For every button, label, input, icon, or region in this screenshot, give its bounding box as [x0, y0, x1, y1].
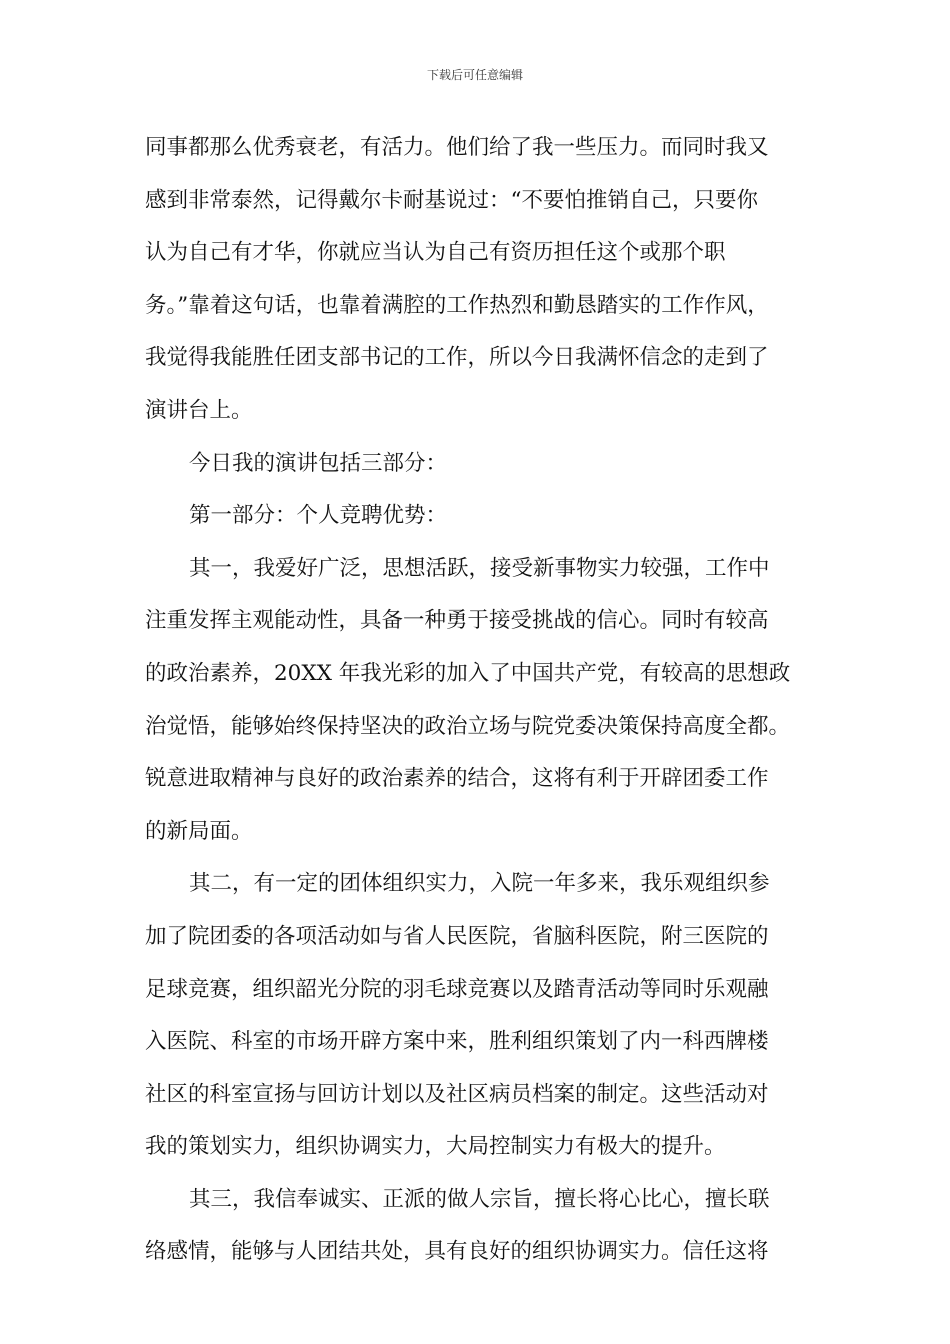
text-line: 入医院、科室的市场开辟方案中来，胜利组织策划了内一科西牌楼 [145, 1029, 769, 1055]
text-line: 我的策划实力，组织协调实力，大局控制实力有极大的提升。 [145, 1134, 726, 1160]
text-line: 我觉得我能胜任团支部书记的工作，所以今日我满怀信念的走到了 [145, 345, 769, 371]
text-line: 其三，我信奉诚实、正派的做人宗旨，擅长将心比心，擅长联 [189, 1186, 770, 1212]
text-line: 加了院团委的各项活动如与省人民医院，省脑科医院，附三医院的 [145, 923, 769, 949]
text-line: 治觉悟，能够始终保持坚决的政治立场与院党委决策保持高度全都。 [145, 713, 791, 739]
text-line: 的政治素养，20XX 年我光彩的加入了中国共产党，有较高的思想政 [145, 660, 791, 686]
text-line: 络感情，能够与人团结共处，具有良好的组织协调实力。信任这将 [145, 1239, 769, 1265]
text-line: 认为自己有才华，你就应当认为自己有资历担任这个或那个职 [145, 240, 726, 266]
document-body [145, 128, 810, 1285]
text-line: 感到非常泰然，记得戴尔卡耐基说过：“不要怕推销自己，只要你 [145, 187, 758, 213]
page-header: 下载后可任意编辑 [426, 68, 523, 82]
text-line: 足球竞赛，组织韶光分院的羽毛球竞赛以及踏青活动等同时乐观融 [145, 976, 769, 1002]
text-line: 演讲台上。 [145, 397, 253, 423]
text-line: 其一，我爱好广泛，思想活跃，接受新事物实力较强，工作中 [189, 555, 770, 581]
text-line: 同事都那么优秀衰老，有活力。他们给了我一些压力。而同时我又 [145, 135, 769, 160]
text-line: 社区的科室宣扬与回访计划以及社区病员档案的制定。这些活动对 [145, 1081, 769, 1107]
section-heading: 第一部分：个人竞聘优势： [189, 503, 448, 529]
text-line: 锐意进取精神与良好的政治素养的结合，这将有利于开辟团委工作 [145, 766, 769, 792]
text-line: 的新局面。 [145, 818, 253, 844]
text-line: 注重发挥主观能动性，具备一种勇于接受挑战的信心。同时有较高 [145, 608, 769, 634]
text-line: 务。”靠着这句话，也靠着满腔的工作热烈和勤恳踏实的工作作风， [145, 292, 769, 318]
text-line: 今日我的演讲包括三部分： [189, 450, 448, 476]
text-line: 其二，有一定的团体组织实力，入院一年多来，我乐观组织参 [189, 871, 770, 897]
